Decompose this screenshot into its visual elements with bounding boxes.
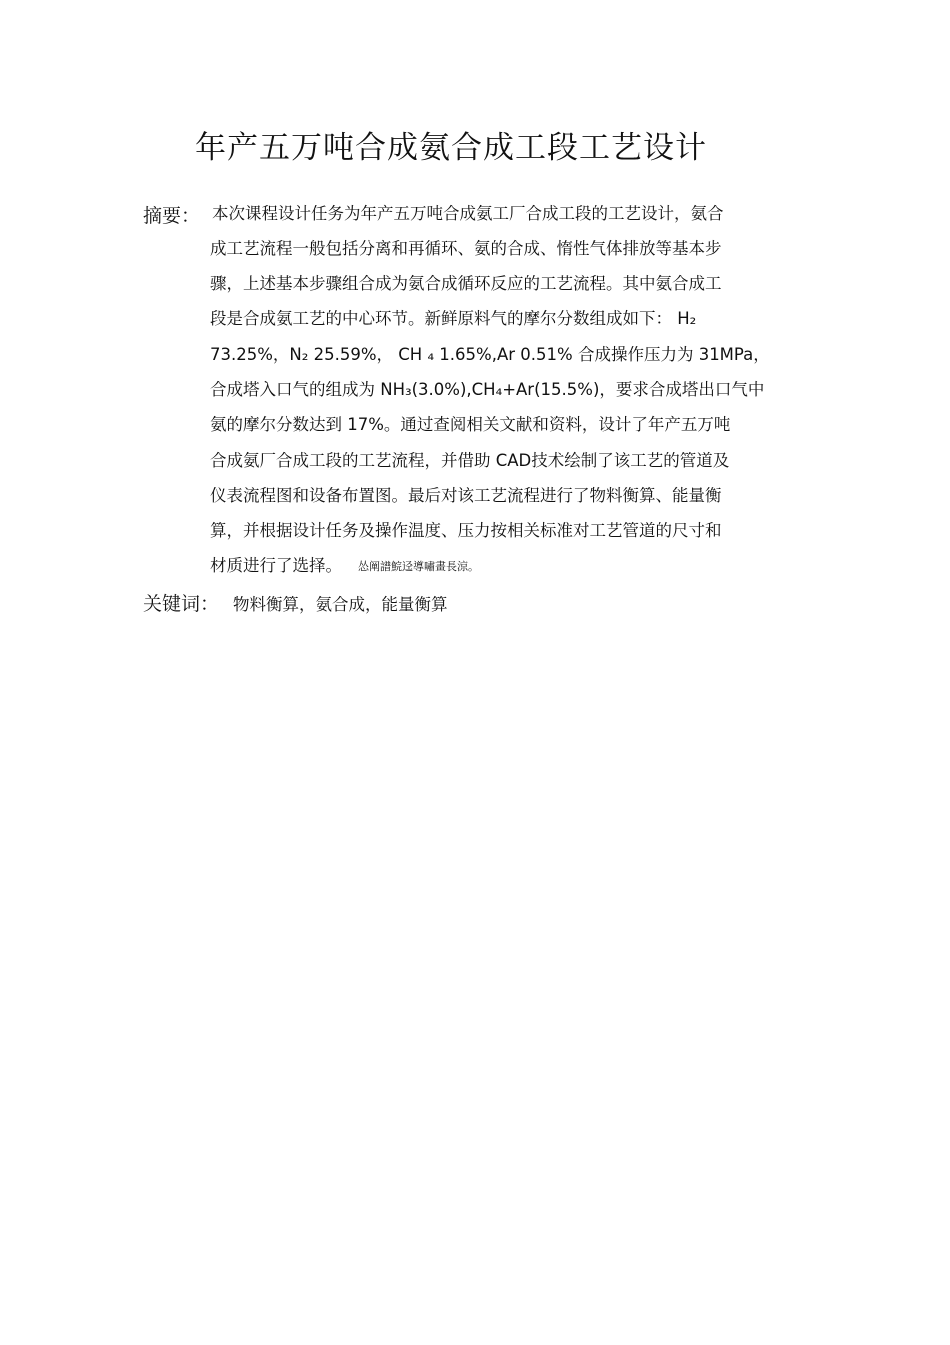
abstract-line-8: 合成氨厂合成工段的工艺流程，并借助 CAD技术绘制了该工艺的管道及 xyxy=(210,451,730,470)
abstract-line-7: 氨的摩尔分数达到 17%。通过查阅相关文献和资料，设计了年产五万吨 xyxy=(210,415,731,434)
abstract-line-11 xyxy=(210,555,479,578)
abstract-trailing-small-text: 怂阐譜鯇迳導嘯畫長涼。 xyxy=(358,559,479,573)
abstract-label: 摘要： xyxy=(143,205,201,227)
abstract-line-1: 本次课程设计任务为年产五万吨合成氨工厂合成工段的工艺设计，氨合 xyxy=(212,204,724,223)
abstract-line-4: 段是合成氨工艺的中心环节。新鲜原料气的摩尔分数组成如下： H₂ xyxy=(210,309,697,328)
abstract-line-5: 73.25%，N₂ 25.59%， CH ₄ 1.65%,Ar 0.51% 合成操作压力为 31MPa， xyxy=(210,345,770,364)
abstract-line-9: 仪表流程图和设备布置图。最后对该工艺流程进行了物料衡算、能量衡 xyxy=(210,486,722,505)
keywords-text: 物料衡算，氨合成，能量衡算 xyxy=(233,595,448,614)
abstract-line-11-text: 材质进行了选择。 xyxy=(210,556,342,575)
abstract-line-2: 成工艺流程一般包括分离和再循环、氨的合成、惰性气体排放等基本步 xyxy=(210,239,722,258)
document-title: 年产五万吨合成氨合成工段工艺设计 xyxy=(195,130,707,166)
abstract-line-3: 骤，上述基本步骤组合成为氨合成循环反应的工艺流程。其中氨合成工 xyxy=(210,274,722,293)
abstract-line-10: 算，并根据设计任务及操作温度、压力按相关标准对工艺管道的尺寸和 xyxy=(210,521,722,540)
abstract-line-6: 合成塔入口气的组成为 NH₃(3.0%),CH₄+Ar(15.5%)，要求合成塔出口气中 xyxy=(210,380,765,399)
keywords-label: 关键词： xyxy=(143,593,220,615)
